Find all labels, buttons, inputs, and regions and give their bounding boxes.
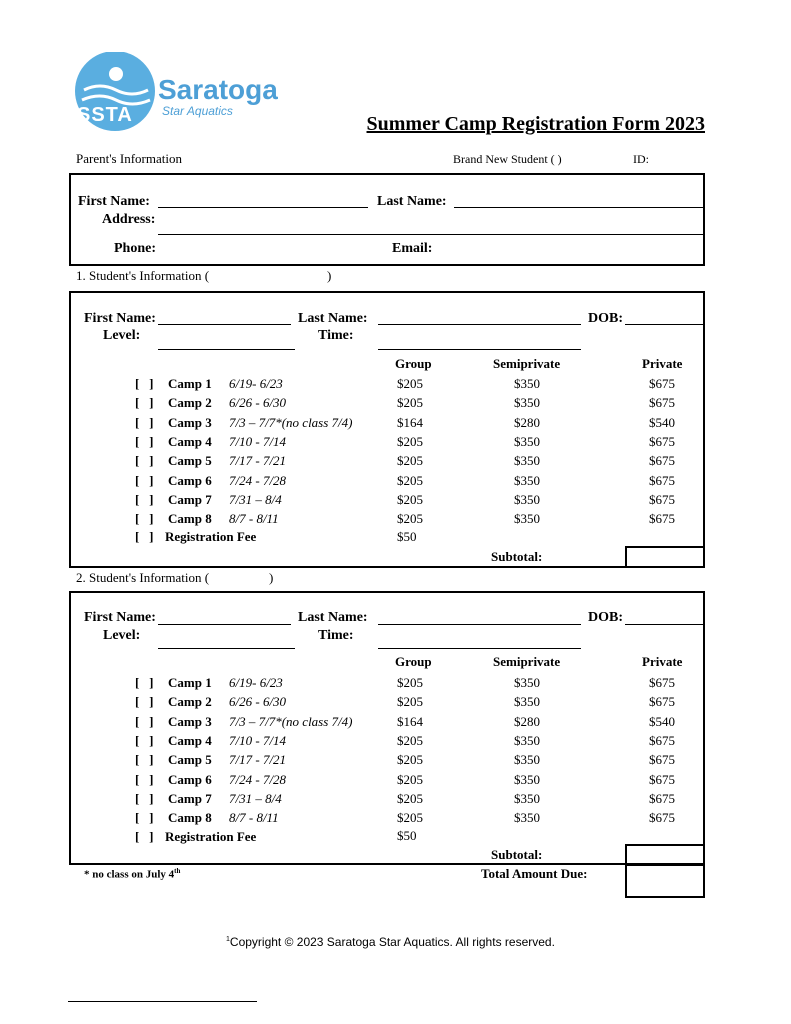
camp-price-semiprivate: $350 bbox=[514, 675, 540, 690]
camp-name: Camp 4 bbox=[168, 433, 212, 449]
camp-price-group: $205 bbox=[397, 433, 423, 449]
camp-price-group: $205 bbox=[397, 453, 423, 469]
student1-dob-field[interactable] bbox=[625, 324, 704, 325]
camp-price-group: $205 bbox=[397, 376, 423, 391]
camp-dates: 7/10 - 7/14 bbox=[229, 433, 287, 449]
camp-name: Camp 4 bbox=[168, 732, 212, 748]
student2-time-field[interactable] bbox=[378, 648, 581, 649]
camp-name: Camp 3 bbox=[168, 414, 212, 430]
camp-checkbox[interactable]: [ ] bbox=[135, 414, 154, 430]
camp-price-group: $164 bbox=[397, 713, 423, 729]
camp-price-semiprivate: $350 bbox=[514, 810, 540, 826]
camp-price-private: $675 bbox=[649, 395, 675, 411]
parent-address-field[interactable] bbox=[158, 234, 704, 235]
copyright: $^1$Copyright © 2023 Saratoga Star Aquatics. All rights reserved. bbox=[226, 935, 555, 949]
camp-name: Camp 6 bbox=[168, 472, 212, 488]
brand-new-student: Brand New Student ( ) bbox=[453, 152, 562, 166]
student2-dob-label: DOB: bbox=[588, 610, 623, 625]
student1-box bbox=[69, 291, 705, 568]
camp-price-semiprivate: $350 bbox=[514, 491, 540, 507]
page-title: Summer Camp Registration Form 2023 bbox=[366, 113, 705, 135]
camp-price-private: $675 bbox=[649, 376, 675, 391]
student1-reg-check[interactable]: [ ] bbox=[135, 529, 154, 544]
camp-name: Camp 7 bbox=[168, 790, 212, 806]
camp-price-semiprivate: $350 bbox=[514, 433, 540, 449]
student2-subtotal-field[interactable] bbox=[625, 844, 705, 866]
camp-price-private: $675 bbox=[649, 752, 675, 768]
camp-checkbox[interactable]: [ ] bbox=[135, 771, 154, 787]
camp-price-semiprivate: $350 bbox=[514, 376, 540, 391]
student2-last-name-label: Last Name: bbox=[298, 610, 368, 625]
student1-dob-label: DOB: bbox=[588, 311, 623, 326]
id-label: ID: bbox=[633, 152, 649, 166]
camp-price-private: $675 bbox=[649, 694, 675, 710]
camp-checkbox[interactable]: [ ] bbox=[135, 810, 154, 826]
student2-box bbox=[69, 591, 705, 865]
total-due-field[interactable] bbox=[625, 864, 705, 898]
camp-dates: 7/3 – 7/7*(no class 7/4) bbox=[229, 414, 353, 430]
camp-checkbox[interactable]: [ ] bbox=[135, 713, 154, 729]
camp-price-group: $205 bbox=[397, 395, 423, 411]
parent-phone-label: Phone: bbox=[114, 241, 156, 256]
camp-price-group: $205 bbox=[397, 472, 423, 488]
camp-dates: 7/17 - 7/21 bbox=[229, 453, 287, 469]
parent-email-label: Email: bbox=[392, 241, 433, 256]
student2-col-semiprivate: Semiprivate bbox=[493, 654, 561, 669]
camp-price-private: $540 bbox=[649, 414, 675, 430]
camp-dates: 6/19- 6/23 bbox=[229, 376, 283, 391]
camp-price-group: $205 bbox=[397, 771, 423, 787]
camp-name: Camp 3 bbox=[168, 713, 212, 729]
parent-first-name-label: First Name: bbox=[78, 194, 150, 209]
student1-subtotal-label: Subtotal: bbox=[491, 549, 543, 564]
camp-price-semiprivate: $350 bbox=[514, 511, 540, 527]
camp-price-private: $675 bbox=[649, 771, 675, 787]
total-due-label: Total Amount Due: bbox=[481, 866, 588, 881]
camp-checkbox[interactable]: [ ] bbox=[135, 433, 154, 449]
camp-checkbox[interactable]: [ ] bbox=[135, 694, 154, 710]
camp-price-group: $205 bbox=[397, 790, 423, 806]
logo-name: Saratoga bbox=[158, 74, 278, 105]
camp-price-group: $205 bbox=[397, 732, 423, 748]
footer-separator bbox=[68, 1001, 257, 1002]
camp-price-private: $675 bbox=[649, 453, 675, 469]
student2-subtotal-label: Subtotal: bbox=[491, 847, 543, 862]
camp-checkbox[interactable]: [ ] bbox=[135, 376, 154, 391]
camp-name: Camp 2 bbox=[168, 395, 212, 411]
camp-price-private: $675 bbox=[649, 491, 675, 507]
camp-dates: 8/7 - 8/11 bbox=[229, 511, 279, 527]
student1-time-field[interactable] bbox=[378, 349, 581, 350]
camp-dates: 7/24 - 7/28 bbox=[229, 472, 287, 488]
student1-col-semiprivate: Semiprivate bbox=[493, 356, 561, 371]
student2-header: 2. Student's Information ( ) bbox=[76, 570, 274, 585]
student1-level-label: Level: bbox=[103, 328, 141, 343]
camp-price-semiprivate: $350 bbox=[514, 790, 540, 806]
footnote: * no class on July 4th bbox=[84, 867, 181, 881]
student1-last-name-label: Last Name: bbox=[298, 311, 368, 326]
student1-col-group: Group bbox=[395, 356, 432, 371]
student1-time-label: Time: bbox=[318, 328, 354, 343]
camp-price-private: $675 bbox=[649, 472, 675, 488]
camp-dates: 6/26 - 6/30 bbox=[229, 694, 287, 710]
camp-checkbox[interactable]: [ ] bbox=[135, 472, 154, 488]
camp-name: Camp 7 bbox=[168, 491, 212, 507]
camp-price-group: $205 bbox=[397, 810, 423, 826]
student2-level-label: Level: bbox=[103, 628, 141, 643]
camp-price-group: $205 bbox=[397, 675, 423, 690]
camp-price-private: $675 bbox=[649, 790, 675, 806]
parent-last-name-field[interactable] bbox=[454, 207, 704, 208]
student1-first-name-label: First Name: bbox=[84, 311, 156, 326]
camp-checkbox[interactable]: [ ] bbox=[135, 732, 154, 748]
camp-price-private: $675 bbox=[649, 511, 675, 527]
camp-price-group: $164 bbox=[397, 414, 423, 430]
camp-checkbox[interactable]: [ ] bbox=[135, 395, 154, 411]
student1-subtotal-field[interactable] bbox=[625, 546, 705, 568]
student1-col-private: Private bbox=[642, 356, 683, 371]
logo bbox=[72, 52, 278, 132]
camp-price-group: $205 bbox=[397, 511, 423, 527]
camp-price-semiprivate: $350 bbox=[514, 472, 540, 488]
camp-name: Camp 8 bbox=[168, 511, 212, 527]
camp-dates: 7/24 - 7/28 bbox=[229, 771, 287, 787]
camp-price-group: $205 bbox=[397, 694, 423, 710]
camp-checkbox[interactable]: [ ] bbox=[135, 675, 154, 690]
camp-name: Camp 1 bbox=[168, 376, 212, 391]
student2-last-name-field[interactable] bbox=[378, 624, 581, 625]
student1-reg-fee: $50 bbox=[397, 529, 417, 544]
camp-name: Camp 5 bbox=[168, 752, 212, 768]
camp-price-group: $205 bbox=[397, 752, 423, 768]
camp-price-private: $675 bbox=[649, 675, 675, 690]
camp-dates: 7/17 - 7/21 bbox=[229, 752, 287, 768]
camp-dates: 6/19- 6/23 bbox=[229, 675, 283, 690]
camp-name: Camp 2 bbox=[168, 694, 212, 710]
student2-first-name-field[interactable] bbox=[158, 624, 291, 625]
camp-dates: 6/26 - 6/30 bbox=[229, 395, 287, 411]
student2-col-private: Private bbox=[642, 654, 683, 669]
logo-circle-text: SSTA bbox=[77, 104, 133, 126]
student1-level-field[interactable] bbox=[158, 349, 295, 350]
camp-price-group: $205 bbox=[397, 491, 423, 507]
parent-last-name-label: Last Name: bbox=[377, 194, 447, 209]
camp-dates: 7/10 - 7/14 bbox=[229, 732, 287, 748]
camp-price-private: $675 bbox=[649, 810, 675, 826]
logo-subname: Star Aquatics bbox=[162, 104, 233, 118]
camp-dates: 8/7 - 8/11 bbox=[229, 810, 279, 826]
student2-reg-fee-label: Registration Fee bbox=[165, 829, 257, 844]
student2-col-group: Group bbox=[395, 654, 432, 669]
camp-price-private: $675 bbox=[649, 732, 675, 748]
student2-reg-check[interactable]: [ ] bbox=[135, 829, 154, 844]
camp-name: Camp 8 bbox=[168, 810, 212, 826]
camp-price-private: $675 bbox=[649, 433, 675, 449]
camp-price-semiprivate: $350 bbox=[514, 453, 540, 469]
camp-dates: 7/31 – 8/4 bbox=[229, 790, 282, 806]
parent-info-box bbox=[69, 173, 705, 266]
camp-price-semiprivate: $350 bbox=[514, 771, 540, 787]
camp-price-semiprivate: $350 bbox=[514, 732, 540, 748]
camp-dates: 7/31 – 8/4 bbox=[229, 491, 282, 507]
camp-price-semiprivate: $350 bbox=[514, 752, 540, 768]
camp-name: Camp 6 bbox=[168, 771, 212, 787]
student2-reg-fee: $50 bbox=[397, 828, 417, 843]
student2-level-field[interactable] bbox=[158, 648, 295, 649]
camp-price-semiprivate: $350 bbox=[514, 694, 540, 710]
student2-first-name-label: First Name: bbox=[84, 610, 156, 625]
camp-name: Camp 1 bbox=[168, 675, 212, 690]
parent-first-name-field[interactable] bbox=[158, 207, 368, 208]
student1-last-name-field[interactable] bbox=[378, 324, 581, 325]
parent-info-header: Parent's Information bbox=[76, 151, 182, 166]
camp-name: Camp 5 bbox=[168, 453, 212, 469]
camp-checkbox[interactable]: [ ] bbox=[135, 453, 154, 469]
camp-checkbox[interactable]: [ ] bbox=[135, 752, 154, 768]
student2-time-label: Time: bbox=[318, 628, 354, 643]
student1-reg-fee-label: Registration Fee bbox=[165, 529, 257, 544]
camp-dates: 7/3 – 7/7*(no class 7/4) bbox=[229, 713, 353, 729]
camp-price-semiprivate: $280 bbox=[514, 713, 540, 729]
student2-dob-field[interactable] bbox=[625, 624, 704, 625]
camp-checkbox[interactable]: [ ] bbox=[135, 790, 154, 806]
student1-header: 1. Student's Information ( ) bbox=[76, 268, 332, 283]
camp-price-semiprivate: $280 bbox=[514, 414, 540, 430]
camp-checkbox[interactable]: [ ] bbox=[135, 491, 154, 507]
camp-price-semiprivate: $350 bbox=[514, 395, 540, 411]
camp-price-private: $540 bbox=[649, 713, 675, 729]
camp-checkbox[interactable]: [ ] bbox=[135, 511, 154, 527]
parent-address-label: Address: bbox=[102, 212, 156, 227]
student1-first-name-field[interactable] bbox=[158, 324, 291, 325]
